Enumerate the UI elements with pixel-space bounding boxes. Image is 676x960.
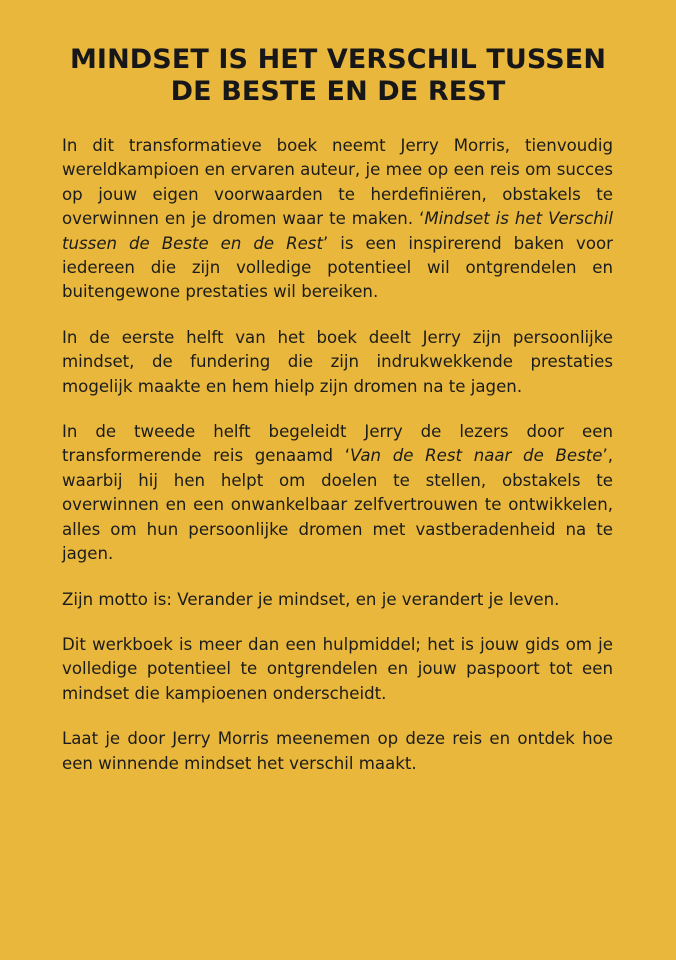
text-run: In dit transformatieve boek neemt Jerry Morris, tienvoudig wereldkampioen en ervaren auteur, je mee op een reis om succes op jouw eigen voorwaarden te herdefiniëren, obstakels te overwinnen en je dromen waar te maken.	[62, 136, 613, 229]
book-title-italic: Van de Rest naar de Beste	[350, 446, 603, 466]
quote-close-mark: ’	[602, 446, 608, 466]
page-title-line-1: MINDSET IS HET VERSCHIL TUSSEN	[69, 44, 607, 75]
paragraph-motto	[62, 588, 613, 612]
text-run: is een inspirerend baken voor iedereen die zijn volledige potentieel wil ontgrendelen en buitengewone prestaties wil bereiken.	[62, 233, 613, 302]
page-title-line-2: DE BESTE EN DE REST	[170, 76, 506, 107]
text-run: Laat je door Jerry Morris meenemen op deze reis en ontdek hoe een winnende mindset het verschil maakt.	[62, 729, 613, 773]
quote-close-mark: ’	[322, 233, 329, 253]
page-title	[0, 0, 676, 108]
quote-open-mark: ‘	[344, 446, 351, 466]
text-run: , waarbij hij hen helpt om doelen te stellen, obstakels te overwinnen en een onwankelbaar zelfvertrouwen te ontwikkelen, alles om hun persoonlijke dromen met vastberadenheid na te jagen.	[62, 446, 613, 564]
body-copy	[0, 134, 676, 776]
paragraph-second-half	[62, 420, 613, 566]
paragraph-workbook	[62, 633, 613, 706]
text-run: In de tweede helft begeleidt Jerry de lezers door een transformerende reis genaamd	[62, 422, 613, 466]
book-title-italic: Mindset is het Verschil tussen de Beste en de Rest	[62, 209, 613, 253]
text-run: Dit werkboek is meer dan een hulpmiddel; het is jouw gids om je volledige potentieel te ontgrendelen en jouw paspoort tot een mindset die kampioenen onderscheidt.	[62, 634, 613, 703]
quote-open-mark: ‘	[419, 209, 425, 229]
paragraph-closing	[62, 727, 613, 776]
paragraph-first-half	[62, 326, 613, 399]
text-run: Zijn motto is: Verander je mindset, en je verandert je leven.	[62, 589, 560, 609]
text-run: In de eerste helft van het boek deelt Jerry zijn persoonlijke mindset, de fundering die zijn indrukwekkende prestaties mogelijk maakte en hem hielp zijn dromen na te jagen.	[62, 327, 613, 396]
paragraph-intro	[62, 134, 613, 305]
